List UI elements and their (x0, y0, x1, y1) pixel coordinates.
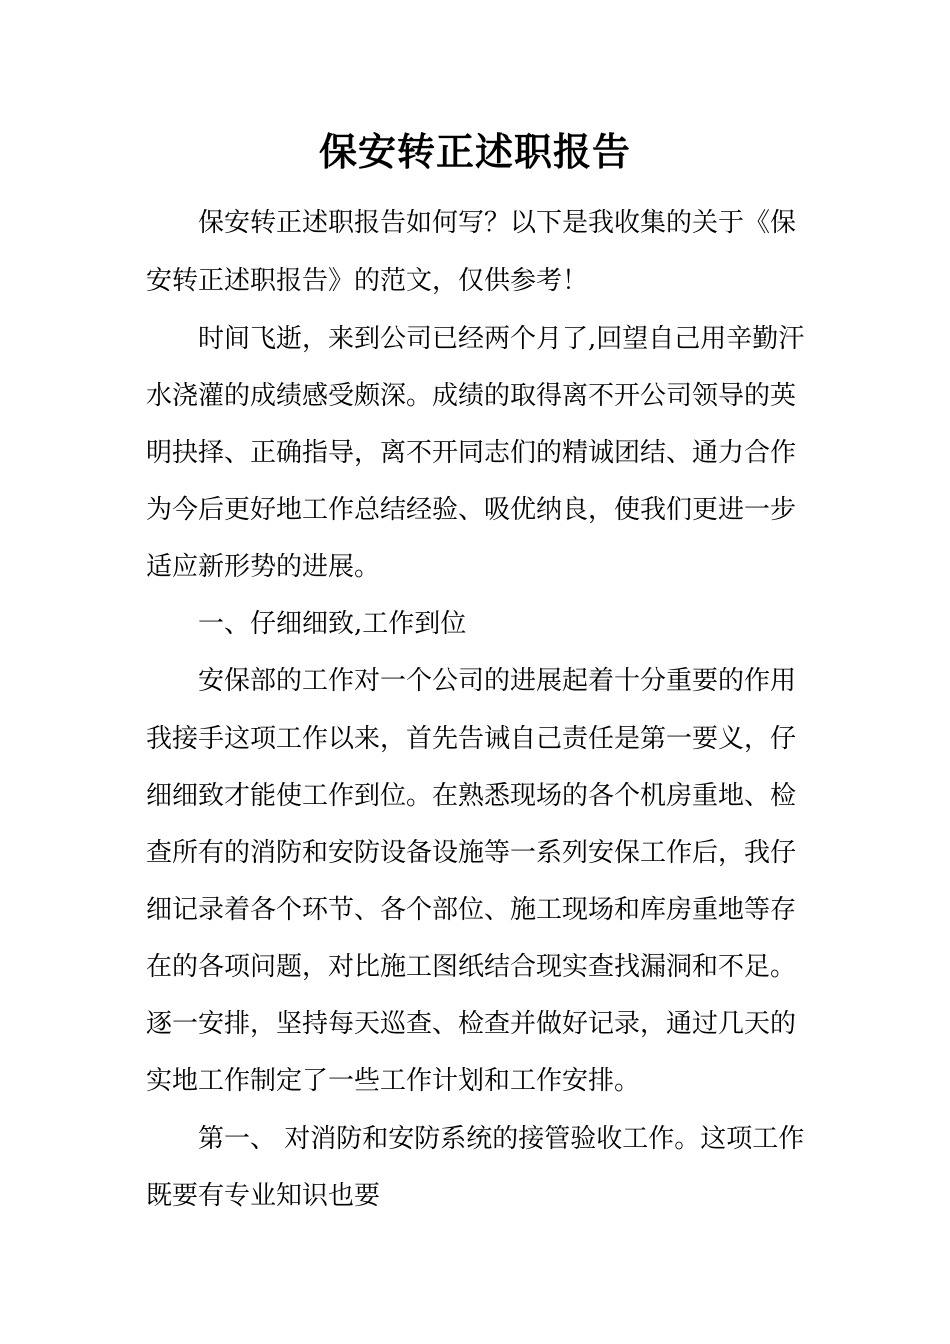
paragraph-line: 细记录着各个环节、各个部位、施工现场和库房重地等存 (146, 895, 797, 925)
paragraph-line: 水浇灌的成绩感受颇深。成绩的取得离不开公司领导的英 (146, 381, 797, 411)
paragraph-line: 细细致才能使工作到位。在熟悉现场的各个机房重地、检 (146, 781, 797, 811)
paragraph-line: 第一、 对消防和安防系统的接管验收工作。这项工作 (198, 1124, 805, 1154)
paragraph-line: 逐一安排，坚持每天巡查、检查并做好记录，通过几天的 (146, 1009, 797, 1039)
paragraph-line: 为今后更好地工作总结经验、吸优纳良，使我们更进一步 (146, 495, 797, 525)
paragraph-line: 既要有专业知识也要 (146, 1181, 381, 1211)
paragraph-line: 时间飞逝，来到公司已经两个月了,回望自己用辛勤汗 (198, 324, 805, 354)
paragraph-line: 适应新形势的进展。 (146, 552, 381, 582)
paragraph-line: 明抉择、正确指导，离不开同志们的精诚团结、通力合作 (146, 438, 797, 468)
paragraph-line: 安转正述职报告》的范文，仅供参考！ (146, 266, 589, 296)
paragraph-line: 实地工作制定了一些工作计划和工作安排。 (146, 1066, 641, 1096)
paragraph-line: 查所有的消防和安防设备设施等一系列安保工作后，我仔 (146, 838, 797, 868)
paragraph-line: 我接手这项工作以来，首先告诫自己责任是第一要义，仔 (146, 724, 797, 754)
section-heading: 一、仔细细致,工作到位 (198, 609, 467, 639)
document-title: 保安转正述职报告 (318, 129, 631, 174)
paragraph-line: 在的各项问题，对比施工图纸结合现实查找漏洞和不足。 (146, 952, 797, 982)
paragraph-line: 安保部的工作对一个公司的进展起着十分重要的作用 (198, 666, 797, 696)
paragraph-line: 保安转正述职报告如何写？以下是我收集的关于《保 (198, 208, 797, 238)
